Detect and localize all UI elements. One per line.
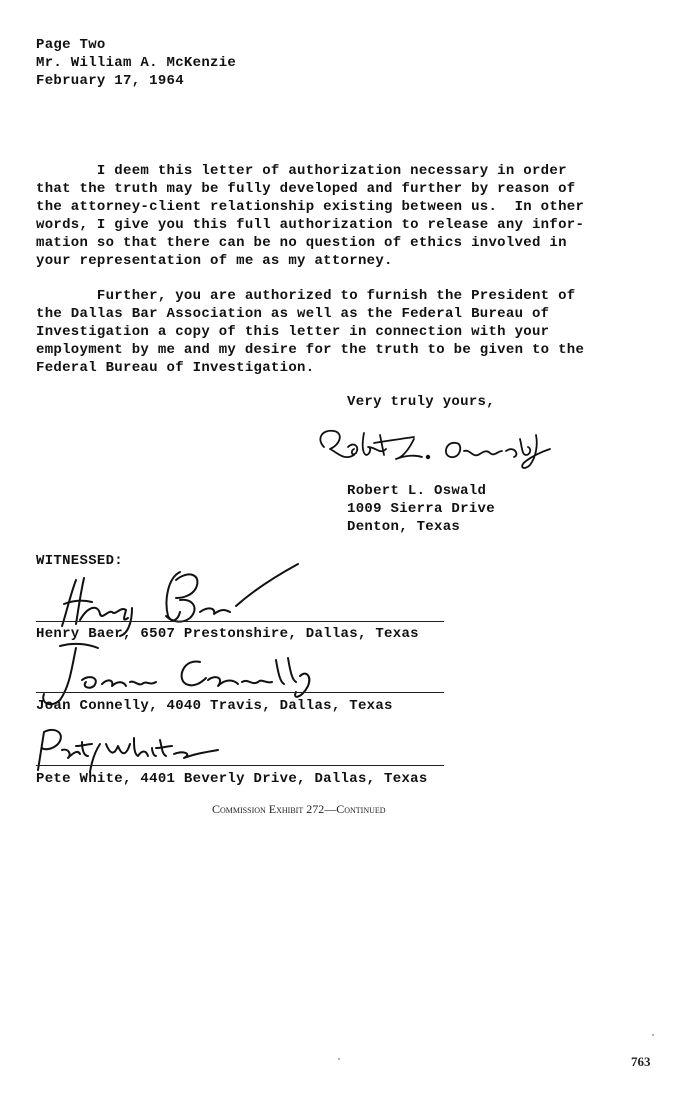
scan-speck [338, 1058, 340, 1060]
page-number: 763 [631, 1054, 651, 1069]
header-line-recipient: Mr. William A. McKenzie [36, 55, 237, 71]
paragraph-line: employment by me and my desire for the truth to be given to the [36, 342, 585, 358]
header-line-page: Page Two [36, 37, 106, 53]
signer-address-line-1: 1009 Sierra Drive [347, 501, 495, 517]
paragraph-line: Further, you are authorized to furnish the President of [36, 288, 576, 304]
witness-1-details: Henry Baer, 6507 Prestonshire, Dallas, Texas [36, 626, 419, 642]
paragraph-line: words, I give you this full authorization to release any infor- [36, 217, 585, 233]
paragraph-line: I deem this letter of authorization necessary in order [36, 163, 567, 179]
paragraph-line: Federal Bureau of Investigation. [36, 360, 315, 376]
paragraph-line: your representation of me as my attorney. [36, 253, 393, 269]
witnessed-label: WITNESSED: [36, 553, 124, 569]
signer-name: Robert L. Oswald [347, 483, 487, 499]
signature-line [36, 765, 444, 766]
signer-address-line-2: Denton, Texas [347, 519, 461, 535]
header-line-date: February 17, 1964 [36, 73, 184, 89]
exhibit-caption: Commission Exhibit 272—Continued [212, 802, 386, 816]
signature-line [36, 621, 444, 622]
paragraph-line: the Dallas Bar Association as well as the Federal Bureau of [36, 306, 550, 322]
witness-2-details: Joan Connelly, 4040 Travis, Dallas, Texas [36, 698, 393, 714]
witness-3-details: Pete White, 4401 Beverly Drive, Dallas, Texas [36, 771, 428, 787]
scan-speck [652, 1034, 654, 1036]
signature-line [36, 692, 444, 693]
closing-salutation: Very truly yours, [347, 394, 495, 410]
paragraph-line: that the truth may be fully developed and further by reason of [36, 181, 576, 197]
paragraph-line: mation so that there can be no question of ethics involved in [36, 235, 567, 251]
pete-white-signature [34, 720, 234, 776]
paragraph-line: the attorney-client relationship existing between us. In other [36, 199, 585, 215]
robert-oswald-signature [310, 425, 560, 475]
paragraph-line: Investigation a copy of this letter in connection with your [36, 324, 550, 340]
